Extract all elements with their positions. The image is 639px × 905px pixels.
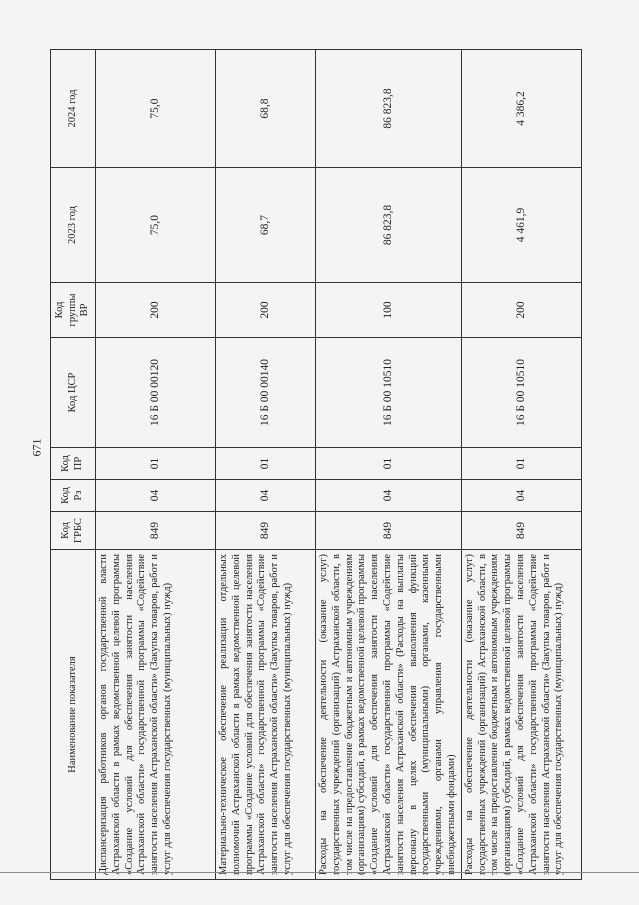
row-2024: 68,8: [216, 50, 316, 168]
rotated-table-wrapper: [50, 50, 600, 880]
header-grbs: Код ГРБС: [51, 512, 96, 550]
row-csr: 16 Б 00 00120: [96, 338, 216, 448]
header-vr: Код группы ВР: [51, 283, 96, 338]
row-pr: 01: [216, 448, 316, 480]
row-vr: 200: [96, 283, 216, 338]
row-vr: 200: [216, 283, 316, 338]
row-grbs: 849: [461, 512, 581, 550]
header-2023: 2023 год: [51, 168, 96, 283]
row-name: Диспансеризация работников органов государственной власти Астраханской области в рамках ведомственной целевой программы «Создание условий для обеспечения занятости населения Астраханской области» государственной программы «Содействие занятости населения Астраханской области» (Закупка товаров, работ и услуг для обеспечения государственных (муниципальных) нужд): [96, 550, 216, 880]
row-name: Расходы на обеспечение деятельности (оказание услуг) государственных учреждений (организаций) Астраханской области, в том числе на предоставление бюджетным и автономным учреждениям (организациям) субсидий, в рамках ведомственной целевой программы «Создание условий для обеспечения занятости населения Астраханской области» государственной программы «Содействие занятости населения Астраханской области» (Расходы на выплаты персоналу в целях обеспечения выполнения функций государственными (муниципальными) органами, казенными учреждениями, органами управления государственными внебюджетными фондами): [316, 550, 462, 880]
table-row: [96, 50, 216, 880]
header-pr: Код ПР: [51, 448, 96, 480]
table-row: [216, 50, 316, 880]
page-number: 671: [29, 438, 44, 457]
row-grbs: 849: [316, 512, 462, 550]
row-rz: 04: [316, 480, 462, 512]
row-2024: 75,0: [96, 50, 216, 168]
row-vr: 200: [461, 283, 581, 338]
row-2023: 4 461,9: [461, 168, 581, 283]
row-pr: 01: [461, 448, 581, 480]
row-grbs: 849: [216, 512, 316, 550]
row-vr: 100: [316, 283, 462, 338]
row-rz: 04: [216, 480, 316, 512]
table-header-row: [51, 50, 96, 880]
row-csr: 16 Б 00 00140: [216, 338, 316, 448]
row-name: Расходы на обеспечение деятельности (оказание услуг) государственных учреждений (организаций) Астраханской области, в том числе на предоставление бюджетным и автономным учреждениям (организациям) субсидий, в рамках ведомственной целевой программы «Создание условий для обеспечения занятости населения Астраханской области» государственной программы «Содействие занятости населения Астраханской области» (Закупка товаров, работ и услуг для обеспечения государственных (муниципальных) нужд): [461, 550, 581, 880]
row-2023: 68,7: [216, 168, 316, 283]
row-name: Материально-техническое обеспечение реализации отдельных полномочий Астраханской области в рамках ведомственной целевой программы «Создание условий для обеспечения занятости населения Астраханской области» государственной программы «Содействие занятости населения Астраханской области» (Закупка товаров, работ и услуг для обеспечения государственных (муниципальных) нужд): [216, 550, 316, 880]
row-2023: 86 823,8: [316, 168, 462, 283]
row-pr: 01: [96, 448, 216, 480]
row-csr: 16 Б 00 10510: [316, 338, 462, 448]
row-grbs: 849: [96, 512, 216, 550]
table-row: [461, 50, 581, 880]
page-bottom-rule: [0, 872, 639, 873]
row-rz: 04: [96, 480, 216, 512]
budget-table: [50, 49, 582, 880]
row-rz: 04: [461, 480, 581, 512]
row-pr: 01: [316, 448, 462, 480]
row-2024: 86 823,8: [316, 50, 462, 168]
header-2024: 2024 год: [51, 50, 96, 168]
table-row: [316, 50, 462, 880]
row-csr: 16 Б 00 10510: [461, 338, 581, 448]
header-name: Наименование показателя: [51, 550, 96, 880]
row-2023: 75,0: [96, 168, 216, 283]
row-2024: 4 386,2: [461, 50, 581, 168]
header-csr: Код ЦСР: [51, 338, 96, 448]
header-rz: Код Рз: [51, 480, 96, 512]
